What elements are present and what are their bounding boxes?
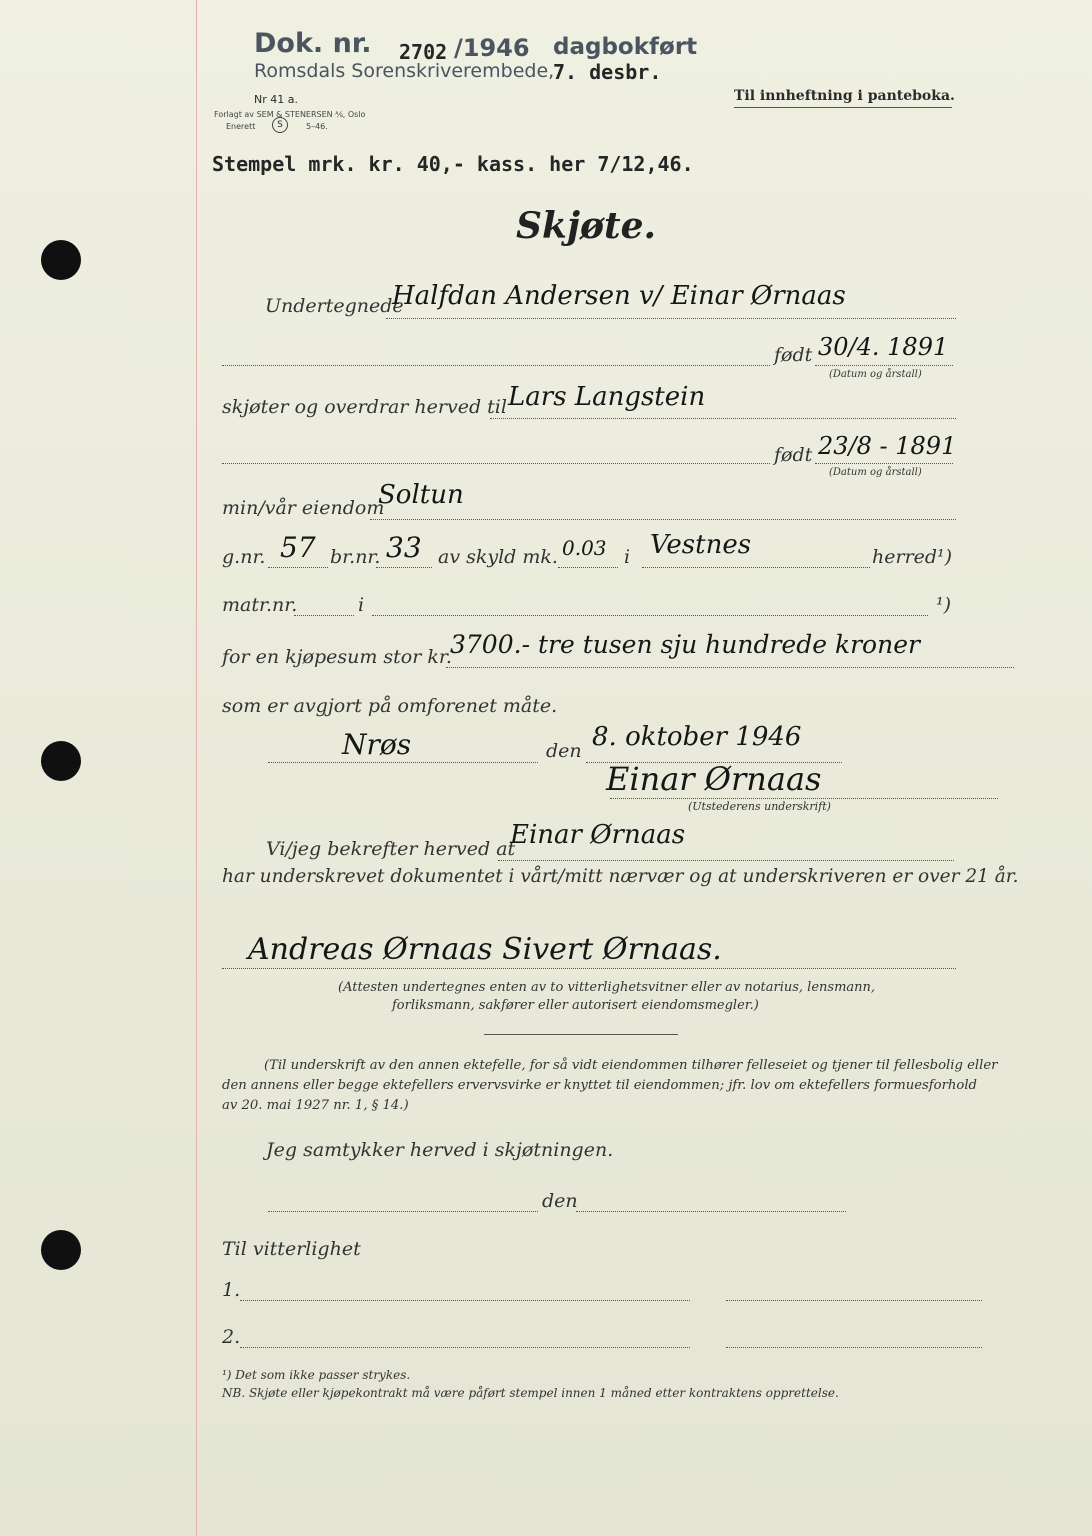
buyer-birthdate: 23/8 - 1891 (818, 432, 957, 460)
witness-1-line-b (726, 1300, 982, 1301)
place-value: Nrøs (342, 728, 412, 761)
seller-name: Halfdan Andersen v/ Einar Ørnaas (392, 281, 846, 311)
undertegnede-label: Undertegnede (265, 295, 404, 317)
matr-i-label: i (358, 594, 365, 616)
punch-hole-bottom (41, 1230, 81, 1270)
kjopesum-label: for en kjøpesum stor kr. (222, 646, 452, 668)
fodt-label-1: født (774, 344, 813, 366)
witness-2-line-b (726, 1347, 982, 1348)
avgjort-text: som er avgjort på omforenet måte. (222, 695, 558, 717)
witness-1-label: 1. (222, 1279, 241, 1301)
seller-birthdate: 30/4. 1891 (818, 333, 949, 361)
property-line (370, 519, 956, 520)
buyer-line-2 (222, 463, 770, 464)
i-label: i (624, 546, 631, 568)
fodt-label-2: født (774, 444, 813, 466)
punch-hole-top (41, 240, 81, 280)
skjoter-label: skjøter og overdrar herved til (222, 396, 507, 418)
attest-note-2: forliksmann, sakfører eller autorisert eiendomsmegler.) (392, 998, 759, 1013)
matr-line-1 (294, 615, 354, 616)
punch-hole-middle (41, 741, 81, 781)
witness-1-line-a (240, 1300, 690, 1301)
bekrefter-line (498, 860, 954, 861)
stamp-line: Stempel mrk. kr. 40,- kass. her 7/12,46. (212, 152, 694, 176)
footnote-1: ¹) Det som ikke passer strykes. (222, 1368, 411, 1382)
skyld-label: av skyld mk. (438, 546, 558, 568)
dagbokfort-stamp: dagbokført (553, 34, 698, 60)
dok-year: /1946 (454, 34, 530, 62)
birthdate-line-1 (815, 365, 953, 366)
gnr-value: 57 (280, 531, 316, 564)
birthdate-line-2 (815, 463, 953, 464)
den2-place-line (268, 1211, 538, 1212)
pantebok-note: Til innheftning i panteboka. (734, 88, 955, 104)
brnr-label: br.nr. (330, 546, 381, 568)
skyld-line (558, 567, 618, 568)
dok-label: Dok. nr. (254, 28, 372, 59)
datum-hint-2: (Datum og årstall) (829, 467, 922, 478)
purchase-price: 3700.- tre tusen sju hundrede kroner (450, 630, 920, 659)
document-title: Skjøte. (516, 205, 657, 247)
form-number: Nr 41 a. (254, 93, 298, 106)
seller-line-2 (222, 365, 770, 366)
issuer-signature: Einar Ørnaas (606, 760, 822, 798)
datum-hint-1: (Datum og årstall) (829, 369, 922, 380)
brnr-line (376, 567, 432, 568)
eiendom-label: min/vår eiendom (222, 497, 385, 519)
property-name: Soltun (378, 480, 464, 510)
buyer-name: Lars Langstein (508, 382, 706, 412)
signature-line (610, 798, 998, 799)
buyer-line (490, 418, 956, 419)
matr-line-2 (372, 615, 928, 616)
pantebok-underline (734, 107, 952, 108)
witness-signatures: Andreas Ørnaas Sivert Ørnaas. (248, 932, 722, 967)
seller-line (386, 318, 956, 319)
herred-label: herred¹) (872, 546, 953, 568)
den2-label: den (542, 1190, 578, 1212)
office-stamp: Romsdals Sorenskriverembede, (254, 60, 555, 82)
bekrefter-label: Vi/jeg bekrefter herved at (266, 838, 516, 860)
witness-2-line-a (240, 1347, 690, 1348)
publisher-logo-icon: S (272, 117, 288, 133)
divider (484, 1034, 678, 1035)
attest-note-1: (Attesten undertegnes enten av to vitterlighetsvitner eller av notarius, lensmann, (338, 980, 876, 995)
contract-date: 8. oktober 1946 (592, 722, 802, 752)
edition: 5–46. (306, 122, 328, 131)
herred-value: Vestnes (650, 530, 752, 560)
witness-2-label: 2. (222, 1326, 241, 1348)
den-label: den (546, 740, 582, 762)
footnote-nb: NB. Skjøte eller kjøpekontrakt må være påført stempel innen 1 måned etter kontraktens opprettelse. (222, 1386, 839, 1400)
gnr-line (268, 567, 328, 568)
confirmed-signer: Einar Ørnaas (510, 820, 686, 850)
enerett: Enerett (226, 122, 256, 131)
vitterlighet-label: Til vitterlighet (222, 1238, 361, 1260)
matr-label: matr.nr. (222, 594, 298, 616)
underskrevet-text: har underskrevet dokumentet i vårt/mitt nærvær og at underskriveren er over 21 år. (222, 866, 1019, 887)
spouse-note-1: (Til underskrift av den annen ektefelle, for så vidt eiendommen tilhører felleseiet og tjener til fellesbolig eller (264, 1058, 998, 1073)
margin-rule (196, 0, 197, 1536)
den2-date-line (576, 1211, 846, 1212)
dok-number: 2702 (399, 40, 448, 64)
utsteder-hint: (Utstederens underskrift) (688, 800, 831, 813)
publisher: Forlagt av SEM & STENERSEN ⅍, Oslo (214, 110, 366, 119)
witness-line (222, 968, 956, 969)
price-line (446, 667, 1014, 668)
skyld-value: 0.03 (562, 536, 607, 560)
gnr-label: g.nr. (222, 546, 266, 568)
place-line (268, 762, 538, 763)
samtykker-text: Jeg samtykker herved i skjøtningen. (266, 1139, 614, 1161)
spouse-note-2: den annens eller begge ektefellers ervervsvirke er knyttet til eiendommen; jfr. lov om ektefellers formuesforhold (222, 1078, 977, 1093)
herred-line (642, 567, 870, 568)
matr-note: ¹) (936, 594, 952, 616)
date-stamp: 7. desbr. (553, 60, 662, 84)
spouse-note-3: av 20. mai 1927 nr. 1, § 14.) (222, 1098, 409, 1113)
brnr-value: 33 (386, 531, 422, 564)
